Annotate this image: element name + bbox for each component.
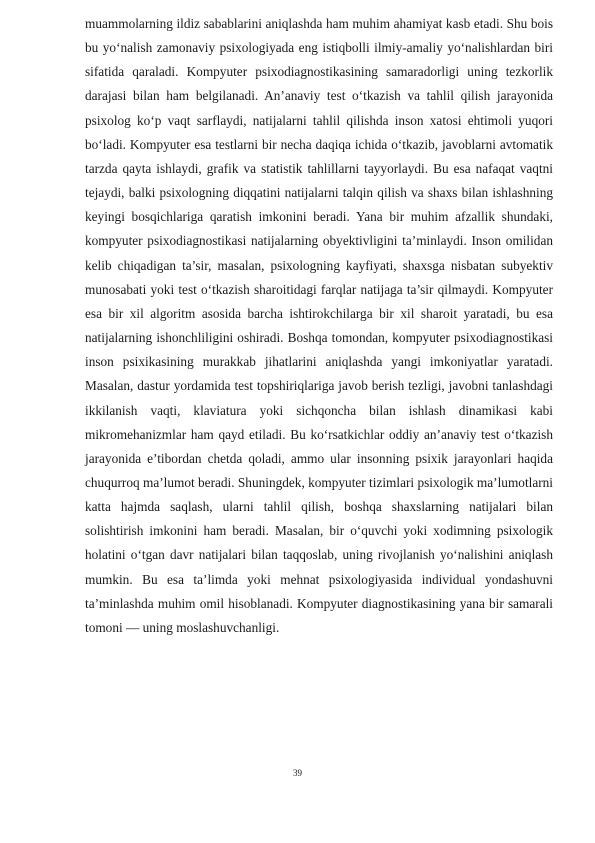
body-paragraph: muammolarning ildiz sabablarini aniqlashda ham muhim ahamiyat kasb etadi. Shu bois bu yo‘nalish zamonaviy psixologiyada eng istiqbolli ilmiy-amaliy yo‘nalishlardan biri sifatida qaraladi. Kompyuter psixodiagnostikasining samaradorligi uning tezkorlik darajasi bilan ham belgilanadi. An’anaviy test o‘tkazish va tahlil qilish jarayonida psixolog ko‘p vaqt sarflaydi, natijalarni tahlil qilishda inson xatosi ehtimoli yuqori bo‘ladi. Kompyuter esa testlarni bir necha daqiqa ichida o‘tkazib, javoblarni avtomatik tarzda qayta ishlaydi, grafik va statistik tahlillarni tayyorlaydi. Bu esa nafaqat vaqtni tejaydi, balki psixologning diqqatini natijalarni talqin qilish va shaxs bilan ishlashning keyingi bosqichlariga qaratish imkonini beradi. Yana bir muhim afzallik shundaki, kompyuter psixodiagnostikasi natijalarning obyektivligini ta’minlaydi. Inson omilidan kelib chiqadigan ta’sir, masalan, psixologning kayfiyati, shaxsga nisbatan subyektiv munosabati yoki test o‘tkazish sharoitidagi farqlar natijaga ta’sir qilmaydi. Kompyuter esa bir xil algoritm asosida barcha ishtirokchilarga bir xil sharoit yaratadi, bu esa natijalarning ishonchliligini oshiradi. Boshqa tomondan, kompyuter psixodiagnostikasi inson psixikasining murakkab jihatlarini aniqlashda yangi imkoniyatlar yaratadi. Masalan, dastur yordamida test topshiriqlariga javob berish tezligi, javobni tanlashdagi ikkilanish vaqti, klaviatura yoki sichqoncha bilan ishlash dinamikasi kabi mikromehanizmlar ham qayd etiladi. Bu ko‘rsatkichlar oddiy an’anaviy test o‘tkazish jarayonida e’tibordan chetda qoladi, ammo ular insonning psixik jarayonlari haqida chuqurroq ma’lumot beradi. Shuningdek, kompyuter tizimlari psixologik ma’lumotlarni katta hajmda saqlash, ularni tahlil qilish, boshqa shaxslarning natijalari bilan solishtirish imkonini ham beradi. Masalan, bir o‘quvchi yoki xodimning psixologik holatini o‘tgan davr natijalari bilan taqqoslab, uning rivojlanish yo‘nalishini aniqlash mumkin. Bu esa ta’limda yoki mehnat psixologiyasida individual yondashuvni ta’minlashda muhim omil hisoblanadi. Kompyuter diagnostikasining yana bir samarali tomoni — uning moslashuvchanligi.: [85, 16, 553, 635]
page-number: 39: [293, 768, 302, 778]
